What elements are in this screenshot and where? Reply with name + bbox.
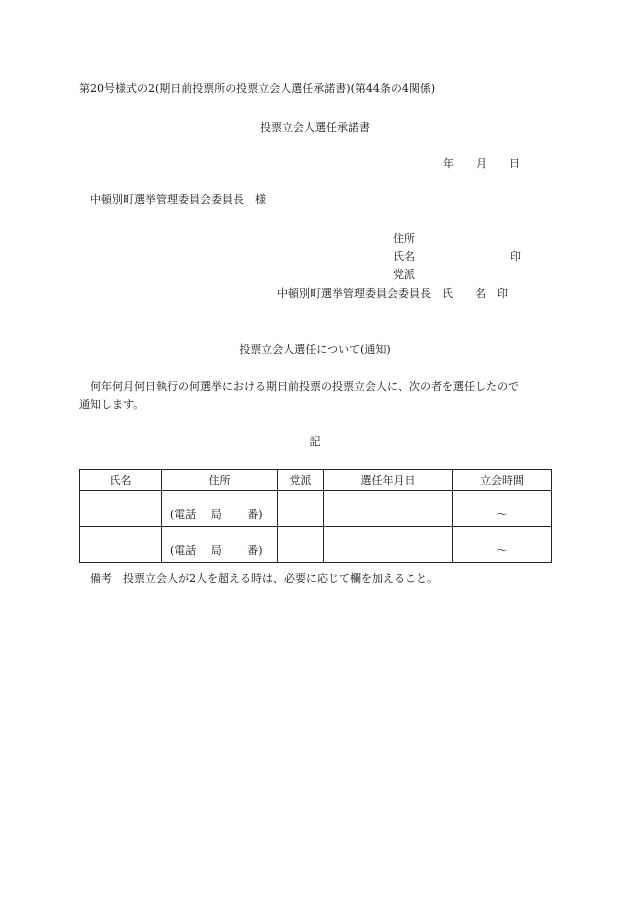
cell-address	[162, 527, 278, 563]
time-range-mark: ～	[496, 544, 508, 557]
cell-appointment-date	[324, 491, 453, 527]
header-appointment-date: 選任年月日	[324, 470, 453, 491]
body-text-line-1: 何年何月何日執行の何選挙における期日前投票の投票立会人に、次の者を選任したので	[90, 380, 519, 393]
ki-heading: 記	[309, 435, 321, 448]
issuer-line: 中頓別町選挙管理委員会委員長 氏 名 印	[277, 287, 508, 300]
cell-appointment-date	[324, 527, 453, 563]
cell-attendance-time	[453, 491, 552, 527]
cell-name	[80, 491, 162, 527]
cell-address	[162, 491, 278, 527]
document-title: 投票立会人選任承諾書	[260, 121, 370, 134]
phone-placeholder: (電話 局 番)	[170, 544, 263, 557]
addressee: 中頓別町選挙管理委員会委員長 様	[90, 193, 266, 206]
cell-attendance-time	[453, 527, 552, 563]
form-number-title: 第20号様式の2(期日前投票所の投票立会人選任承諾書)(第44条の4関係)	[79, 82, 436, 95]
address-label: 住所	[393, 232, 415, 245]
party-label: 党派	[393, 268, 415, 281]
header-party: 党派	[278, 470, 324, 491]
cell-party	[278, 491, 324, 527]
phone-placeholder: (電話 局 番)	[170, 508, 263, 521]
header-name: 氏名	[80, 470, 162, 491]
date-line: 年 月 日	[443, 157, 520, 170]
header-attendance-time: 立会時間	[453, 470, 552, 491]
notice-title: 投票立会人選任について(通知)	[239, 343, 391, 356]
table-header-row	[80, 470, 552, 491]
seal-mark: 印	[510, 250, 521, 263]
table-row	[80, 491, 552, 527]
time-range-mark: ～	[496, 508, 508, 521]
appointee-table	[79, 469, 552, 563]
body-text-line-2: 通知します。	[79, 398, 145, 411]
table-row	[80, 527, 552, 563]
cell-name	[80, 527, 162, 563]
name-label: 氏名	[393, 250, 415, 263]
remarks-note: 備考 投票立会人が2人を超える時は、必要に応じて欄を加えること。	[90, 572, 438, 585]
cell-party	[278, 527, 324, 563]
header-address: 住所	[162, 470, 278, 491]
